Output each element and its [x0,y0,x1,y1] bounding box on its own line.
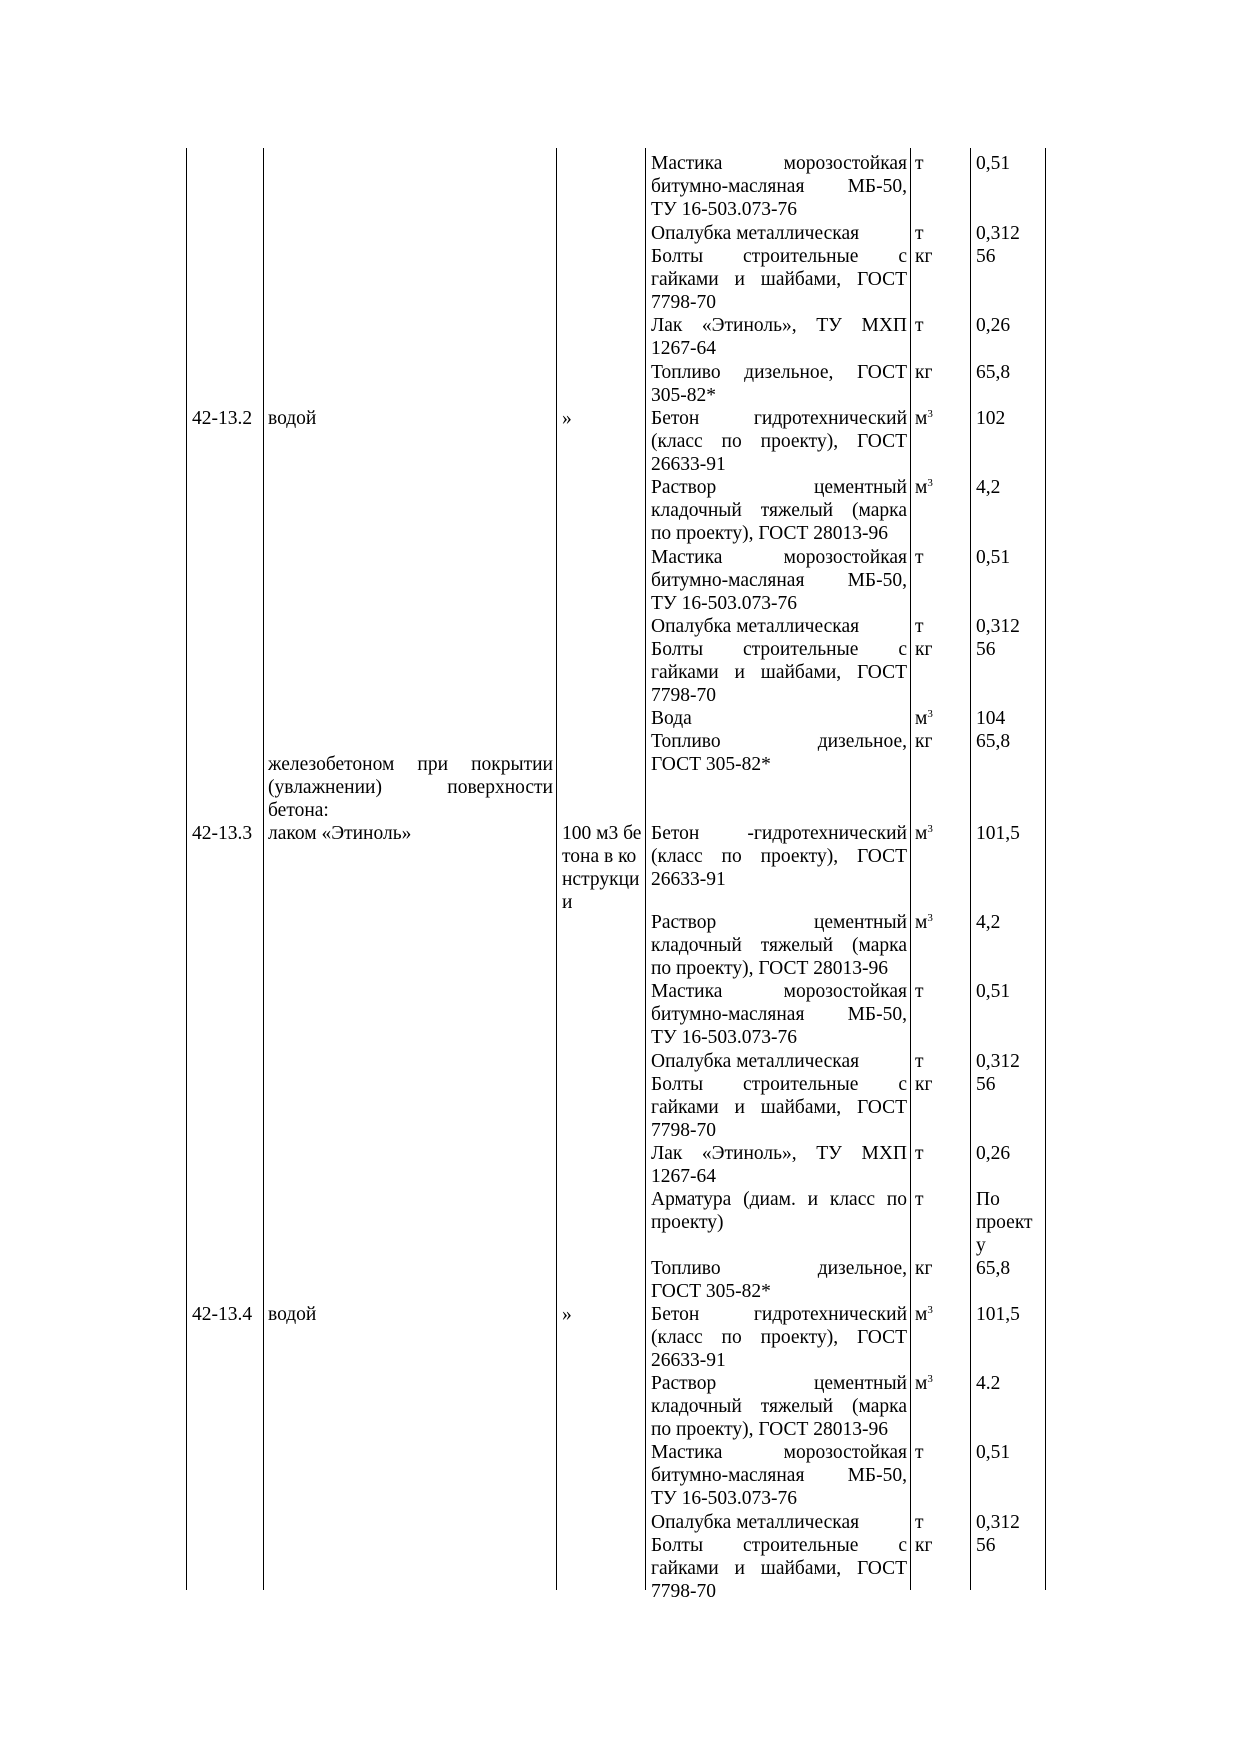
resource-unit: $м^3$ [915,477,933,498]
resource-qty: 56 [976,639,996,660]
resource-unit: $м^3$ [915,408,933,429]
resource-name-line: 7798-70 [651,292,716,313]
resource-qty: 0,312 [976,1512,1020,1533]
resource-name-line: 7798-70 [651,685,716,706]
resource-qty: 0,51 [976,153,1011,174]
resource-qty: 104 [976,708,1006,729]
resource-unit: кг [915,731,933,752]
group-heading: железобетоном при покрытии (увлажнении) поверхности бетона: [268,754,553,821]
resource-name-line: (класс по проекту), ГОСТ [651,1327,907,1348]
resource-name-line: кладочный тяжелый (марка [651,935,907,956]
table-border-left [186,148,187,1590]
resource-name-line: битумно-масляная МБ-50, [651,1004,907,1025]
resource-name-line: ТУ 16-503.073-76 [651,199,797,220]
resource-qty: 4,2 [976,912,1001,933]
meter-unit: 100 м3 бетона в конструкции [562,823,642,913]
meter-ditto: » [562,1304,572,1325]
resource-name-line: гайками и шайбами, ГОСТ [651,662,907,683]
resource-qty: 0,312 [976,223,1020,244]
resource-name-line: Мастика морозостойкая [651,1442,907,1463]
resource-qty: 0,26 [976,315,1011,336]
resource-unit: т [915,981,924,1002]
resource-name-line: 26633-91 [651,454,726,475]
resource-name-line: 7798-70 [651,1120,716,1141]
resource-unit: т [915,153,924,174]
table-divider-meter [645,148,646,1590]
resource-qty: 65,8 [976,362,1011,383]
meter-ditto: » [562,408,572,429]
resource-unit: кг [915,1535,933,1556]
resource-name-line: 26633-91 [651,1350,726,1371]
resource-qty: 0,51 [976,547,1011,568]
resource-name-line: (класс по проекту), ГОСТ [651,846,907,867]
resource-qty: 4,2 [976,477,1001,498]
resource-name-line: 7798-70 [651,1581,716,1602]
work-description: водой [268,408,317,429]
table-divider-code [263,148,264,1590]
resource-unit: $м^3$ [915,823,933,844]
resource-qty: 0,51 [976,981,1011,1002]
resource-qty: 0,312 [976,616,1020,637]
resource-name-line: по проекту), ГОСТ 28013-96 [651,958,889,979]
resource-name-line: ГОСТ 305-82* [651,754,771,775]
resource-name-line: Опалубка металлическая [651,1512,860,1533]
resource-qty: 0,26 [976,1143,1011,1164]
resource-name-line: 305-82* [651,385,716,406]
resource-unit: т [915,616,924,637]
resource-unit: кг [915,362,933,383]
resource-name-line: Раствор цементный [651,477,907,498]
resource-unit: т [915,1143,924,1164]
resource-qty: 56 [976,1535,996,1556]
resource-name-line: Бетон гидротехнический [651,408,907,429]
work-description: водой [268,1304,317,1325]
resource-qty: 101,5 [976,823,1020,844]
resource-unit: кг [915,1074,933,1095]
resource-name-line: 26633-91 [651,869,726,890]
resource-unit: $м^3$ [915,912,933,933]
resource-name-line: Вода [651,708,692,729]
resource-unit: т [915,1512,924,1533]
resource-name-line: Лак «Этиноль», ТУ МХП [651,315,907,336]
resource-name-line: Топливо дизельное, ГОСТ [651,362,907,383]
resource-name-line: по проекту), ГОСТ 28013-96 [651,1419,889,1440]
resource-unit: т [915,223,924,244]
resource-name-line: битумно-масляная МБ-50, [651,1465,907,1486]
resource-qty: 56 [976,246,996,267]
resource-name-line: гайками и шайбами, ГОСТ [651,269,907,290]
resource-name-line: Лак «Этиноль», ТУ МХП [651,1143,907,1164]
resource-name-line: Раствор цементный [651,912,907,933]
table-divider-description [556,148,557,1590]
resource-name-line: Бетон гидротехнический [651,1304,907,1325]
resource-name-line: Раствор цементный [651,1373,907,1394]
resource-unit: т [915,547,924,568]
resource-qty-part: проект [976,1212,1033,1233]
resource-name-line: ТУ 16-503.073-76 [651,593,797,614]
resource-name-line: по проекту), ГОСТ 28013-96 [651,523,889,544]
work-description: лаком «Этиноль» [268,823,412,844]
resource-unit: кг [915,1258,933,1279]
resource-name-line: (класс по проекту), ГОСТ [651,431,907,452]
resource-unit: $м^3$ [915,1304,933,1325]
resource-unit: кг [915,246,933,267]
resource-name-line: 1267-64 [651,1166,716,1187]
resource-name-line: кладочный тяжелый (марка [651,500,907,521]
resource-name-line: проекту) [651,1212,724,1233]
resource-unit: т [915,315,924,336]
resource-qty: 0,51 [976,1442,1011,1463]
resource-name-line: 1267-64 [651,338,716,359]
resource-name-line: Топливо дизельное, [651,1258,907,1279]
work-code: 42-13.2 [192,408,253,429]
resource-name-line: Болты строительные с [651,639,907,660]
resource-name-line: Мастика морозостойкая [651,153,907,174]
resource-name-line: Опалубка металлическая [651,1051,860,1072]
resource-name-line: гайками и шайбами, ГОСТ [651,1558,907,1579]
resource-name-line: Опалубка металлическая [651,616,860,637]
resource-name-line: Топливо дизельное, [651,731,907,752]
resource-unit: т [915,1189,924,1210]
resource-name-line: Мастика морозостойкая [651,547,907,568]
resource-name-line: Бетон -гидротехнический [651,823,907,844]
resource-qty: 56 [976,1074,996,1095]
resource-name-line: кладочный тяжелый (марка [651,1396,907,1417]
resource-name-line: Болты строительные с [651,246,907,267]
resource-qty: 102 [976,408,1006,429]
resource-unit: кг [915,639,933,660]
resource-qty: 4.2 [976,1373,1001,1394]
resource-name-line: Мастика морозостойкая [651,981,907,1002]
resource-qty: 101,5 [976,1304,1020,1325]
resource-name-line: ГОСТ 305-82* [651,1281,771,1302]
table-border-right [1045,148,1046,1590]
resource-name-line: Болты строительные с [651,1074,907,1095]
resource-unit: т [915,1051,924,1072]
resource-name-line: ТУ 16-503.073-76 [651,1027,797,1048]
resource-name-line: Арматура (диам. и класс по [651,1189,907,1210]
work-code: 42-13.4 [192,1304,253,1325]
table-divider-resource [910,148,911,1590]
table-divider-unit [970,148,971,1590]
resource-name-line: гайками и шайбами, ГОСТ [651,1097,907,1118]
resource-name-line: Опалубка металлическая [651,223,860,244]
work-code: 42-13.3 [192,823,253,844]
resource-unit: т [915,1442,924,1463]
resource-qty-part: По [976,1189,1000,1210]
resource-name-line: Болты строительные с [651,1535,907,1556]
resource-unit: $м^3$ [915,1373,933,1394]
resource-name-line: битумно-масляная МБ-50, [651,176,907,197]
resource-qty-part: у [976,1235,986,1256]
resource-unit: $м^3$ [915,708,933,729]
resource-qty: 0,312 [976,1051,1020,1072]
resource-name-line: битумно-масляная МБ-50, [651,570,907,591]
resource-qty: 65,8 [976,731,1011,752]
resource-qty: 65,8 [976,1258,1011,1279]
resource-name-line: ТУ 16-503.073-76 [651,1488,797,1509]
